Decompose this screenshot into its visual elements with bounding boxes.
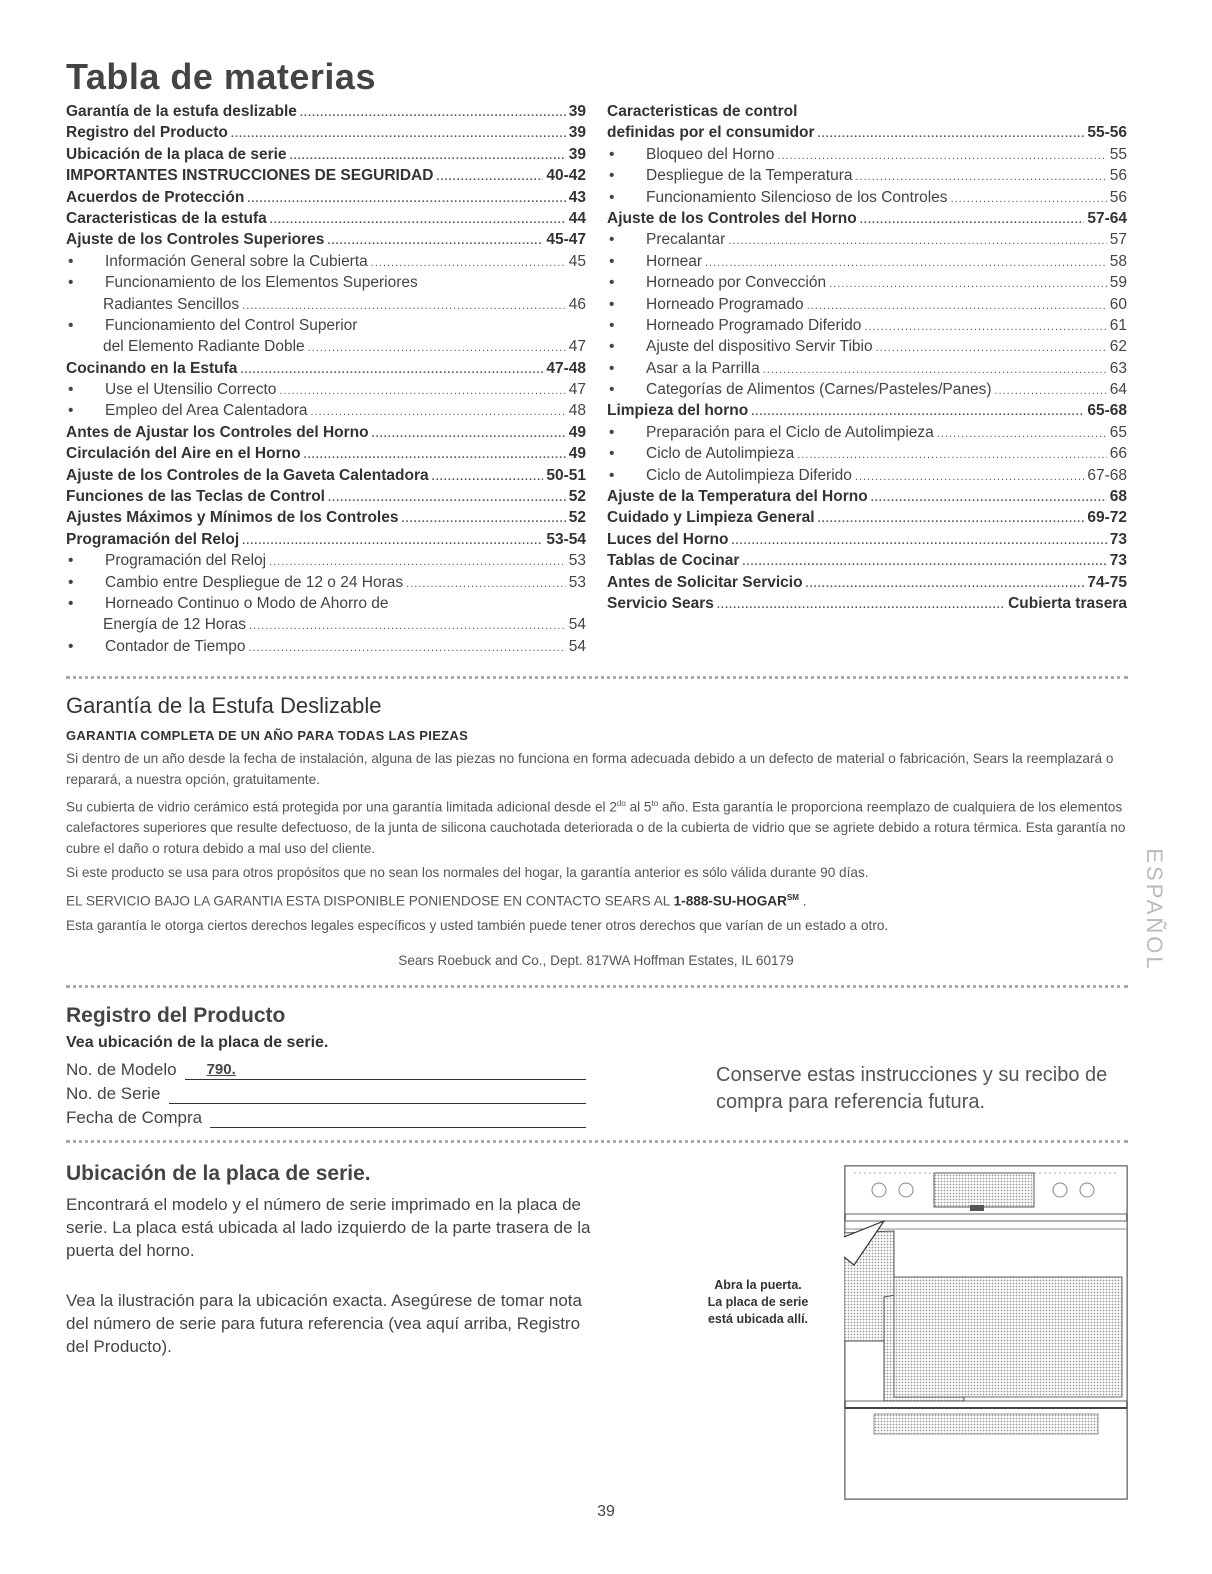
toc-entry	[607, 338, 1127, 359]
toc-entry	[66, 552, 586, 573]
dot-leader	[860, 214, 1085, 226]
dot-leader	[871, 492, 1107, 504]
toc-entry-page: 54	[568, 616, 586, 634]
toc-entry-label: Ajuste de la Temperatura del Horno	[607, 488, 868, 506]
bullet-icon: •	[68, 552, 74, 570]
toc-entry	[66, 189, 586, 210]
serial-label: No. de Serie	[66, 1084, 161, 1103]
toc-entry-page: 56	[1109, 167, 1127, 185]
dot-leader	[270, 214, 566, 226]
toc-entry-label: Horneado por Convección	[646, 274, 827, 292]
bullet-icon: •	[609, 445, 615, 463]
dot-leader	[406, 578, 566, 590]
toc-entry-label: Funcionamiento del Control Superior	[105, 316, 358, 334]
plate-callout: Abra la puerta. La placa de serie está ubicada allí.	[707, 1278, 809, 1326]
divider	[66, 1140, 1128, 1143]
toc-entry-page: 67-68	[1087, 466, 1127, 484]
toc-entry-label: Funcionamiento de los Elementos Superiores	[105, 274, 418, 292]
toc-entry	[66, 103, 586, 124]
purchase-date-field[interactable]	[210, 1109, 586, 1128]
toc-entry-page: 65	[1109, 423, 1127, 441]
dot-leader	[717, 599, 1005, 611]
toc-entry-page: 57-64	[1087, 209, 1127, 227]
model-row	[66, 1056, 586, 1080]
dot-leader	[855, 471, 1084, 483]
plate-location-paragraph: Encontrará el modelo y el número de serie imprimado en la placa de serie. La placa está ubicada al lado izquierdo de la parte trasera de la puerta del horno.	[66, 1195, 591, 1260]
bullet-icon: •	[609, 145, 615, 163]
toc-entry-page: 54	[568, 637, 586, 655]
toc-entry-label: Categorías de Alimentos (Carnes/Pasteles/Panes)	[646, 381, 992, 399]
warranty-address: Sears Roebuck and Co., Dept. 817WA Hoffman Estates, IL 60179	[398, 953, 794, 968]
toc-entry-page: 58	[1109, 252, 1127, 270]
toc-entry	[607, 317, 1127, 338]
serial-row	[66, 1080, 586, 1104]
toc-entry-page: 64	[1109, 381, 1127, 399]
toc-entry	[66, 531, 586, 552]
dot-leader	[247, 193, 565, 205]
toc-entry-label: Ajustes Máximos y Mínimos de los Controles	[66, 509, 399, 527]
toc-entry-label: Luces del Horno	[607, 530, 729, 548]
bullet-icon: •	[609, 167, 615, 185]
oven-illustration	[844, 1165, 1128, 1500]
page-title: Tabla de materias	[66, 56, 376, 97]
dot-leader	[401, 513, 565, 525]
bullet-icon: •	[68, 573, 74, 591]
bullet-icon: •	[609, 316, 615, 334]
toc-entry	[607, 124, 1127, 145]
toc-entry-page: 43	[568, 188, 586, 206]
dot-leader	[290, 150, 566, 162]
toc-entry	[607, 231, 1127, 252]
dot-leader	[951, 193, 1107, 205]
toc-entry	[607, 531, 1127, 552]
toc-entry-page: 52	[568, 488, 586, 506]
toc-entry-label: Antes de Solicitar Servicio	[607, 573, 803, 591]
dot-leader	[994, 385, 1106, 397]
bullet-icon: •	[609, 423, 615, 441]
warranty-paragraph: Esta garantía le otorga ciertos derechos legales específicos y usted también puede tener otros derechos que varían de un estado a otro.	[66, 917, 889, 933]
bullet-icon: •	[609, 252, 615, 270]
toc-entry-label: del Elemento Radiante Doble	[103, 338, 305, 356]
toc-entry-page: 50-51	[546, 466, 586, 484]
toc-entry	[66, 360, 586, 381]
dot-leader	[372, 428, 566, 440]
registration-title: Registro del Producto	[66, 1004, 286, 1027]
divider	[66, 985, 1128, 988]
toc-entry-page: 44	[568, 209, 586, 227]
warranty-subtitle: GARANTIA COMPLETA DE UN AÑO PARA TODAS LAS PIEZAS	[66, 728, 469, 743]
bullet-icon: •	[68, 381, 74, 399]
toc-entry-page: 45-47	[546, 231, 586, 249]
toc-entry-label: Hornear	[646, 252, 702, 270]
dot-leader	[876, 342, 1107, 354]
dot-leader	[436, 171, 543, 183]
toc-entry	[607, 146, 1127, 167]
toc-left-column	[66, 103, 586, 659]
toc-entry	[607, 445, 1127, 466]
dot-leader	[231, 128, 566, 140]
dot-leader	[249, 620, 566, 632]
toc-entry	[66, 317, 586, 338]
bullet-icon: •	[68, 252, 74, 270]
toc-entry-label: Antes de Ajustar los Controles del Horno	[66, 423, 369, 441]
dot-leader	[269, 556, 566, 568]
warranty-paragraph: Su cubierta de vidrio cerámico está protegida por una garantía limitada adicional desde el $2^{do}$ al $5^{to}$ año. Esta garantía le proporciona reemplazo de cualquiera de los elementos calefactores superiores que resulte defectuoso, de la junta de silicona cauchotada deteriorada o de la cubierta de vidrio que se agriete debido a rotura térmica. Esta garantía no cubre el daño o rotura debido a mal uso del cliente.	[66, 799, 1126, 856]
toc-entry-page: 63	[1109, 359, 1127, 377]
toc-entry-label: Ajuste de los Controles del Horno	[607, 209, 857, 227]
toc-entry-label: Cambio entre Despliegue de 12 o 24 Horas	[105, 573, 404, 591]
toc-entry-label: Cuidado y Limpieza General	[607, 509, 815, 527]
toc-entry-page: 56	[1109, 188, 1127, 206]
dot-leader	[818, 128, 1085, 140]
toc-entry-page: 45	[568, 252, 586, 270]
toc-entry-page: 65-68	[1087, 402, 1127, 420]
toc-entry-label: Empleo del Area Calentadora	[105, 402, 308, 420]
dot-leader	[279, 385, 565, 397]
dot-leader	[856, 171, 1107, 183]
toc-entry	[66, 488, 586, 509]
toc-entry	[66, 424, 586, 445]
toc-entry-page: 52	[568, 509, 586, 527]
toc-entry-page: 66	[1109, 445, 1127, 463]
toc-entry-page: Cubierta trasera	[1008, 594, 1127, 612]
toc-entry	[607, 296, 1127, 317]
toc-entry-page: 49	[568, 445, 586, 463]
toc-entry	[607, 274, 1127, 295]
bullet-icon: •	[68, 274, 74, 292]
bullet-icon: •	[609, 188, 615, 206]
toc-entry-page: 53	[568, 573, 586, 591]
toc-entry-label: Horneado Programado Diferido	[646, 316, 862, 334]
toc-entry-label: Ciclo de Autolimpieza Diferido	[646, 466, 852, 484]
toc-entry-label: Funciones de las Teclas de Control	[66, 488, 325, 506]
toc-entry	[66, 124, 586, 145]
toc-entry-label: Tablas de Cocinar	[607, 552, 740, 570]
toc-entry-label: Caracteristicas de la estufa	[66, 209, 267, 227]
toc-entry-page: 47	[568, 338, 586, 356]
dot-leader	[242, 300, 566, 312]
toc-entry	[66, 445, 586, 466]
plate-location-title: Ubicación de la placa de serie.	[66, 1162, 371, 1185]
phone-number: 1-888-SU-HOGAR	[673, 893, 787, 909]
toc-entry	[66, 467, 586, 488]
toc-entry	[66, 638, 586, 659]
toc-entry-page: 39	[568, 124, 586, 142]
toc-entry	[66, 338, 586, 359]
toc-entry-label: IMPORTANTES INSTRUCCIONES DE SEGURIDAD	[66, 167, 434, 185]
toc-entry	[607, 189, 1127, 210]
dot-leader	[705, 257, 1107, 269]
registration-fields	[66, 1056, 586, 1128]
dot-leader	[829, 278, 1107, 290]
purchase-date-row	[66, 1104, 586, 1128]
language-side-tab: ESPAÑOL	[1142, 848, 1167, 972]
toc-entry	[66, 509, 586, 530]
dot-leader	[751, 406, 1084, 418]
toc-entry-page: 49	[568, 423, 586, 441]
dot-leader	[807, 300, 1107, 312]
warranty-paragraph: Si este producto se usa para otros propósitos que no sean los normales del hogar, la garantía anterior es sólo válida durante 90 días.	[66, 865, 869, 881]
bullet-icon: •	[68, 402, 74, 420]
toc-entry-label: Preparación para el Ciclo de Autolimpieza	[646, 423, 934, 441]
toc-entry	[607, 381, 1127, 402]
serial-field[interactable]	[169, 1085, 587, 1104]
dot-leader	[742, 556, 1106, 568]
toc-entry	[66, 231, 586, 252]
toc-entry-page: 39	[568, 145, 586, 163]
toc-entry-label: Limpieza del horno	[607, 402, 749, 420]
toc-entry	[607, 467, 1127, 488]
toc-entry-page: 73	[1109, 552, 1127, 570]
dot-leader	[937, 428, 1107, 440]
toc-entry-page: 74-75	[1087, 573, 1127, 591]
toc-entry-label: Acuerdos de Protección	[66, 188, 245, 206]
toc-entry-label: definidas por el consumidor	[607, 124, 815, 142]
bullet-icon: •	[609, 231, 615, 249]
toc-entry	[66, 381, 586, 402]
dot-leader	[242, 535, 543, 547]
warranty-paragraph: EL SERVICIO BAJO LA GARANTIA ESTA DISPONIBLE PONIENDOSE EN CONTACTO SEARS AL 1-888-SU-HOGAR℠ .	[66, 892, 807, 909]
toc-entry-label: Información General sobre la Cubierta	[105, 252, 368, 270]
toc-entry-page: 62	[1109, 338, 1127, 356]
toc-entry-label: Precalantar	[646, 231, 726, 249]
toc-entry-page: 46	[568, 295, 586, 313]
dot-leader	[728, 235, 1106, 247]
toc-entry-label: Asar a la Parrilla	[646, 359, 760, 377]
dot-leader	[777, 150, 1106, 162]
dot-leader	[864, 321, 1106, 333]
toc-entry-label: Servicio Sears	[607, 594, 714, 612]
dot-leader	[806, 578, 1085, 590]
toc-entry	[607, 103, 1127, 124]
toc-entry-label: Caracteristicas de control	[607, 103, 798, 120]
toc-entry-label: Ciclo de Autolimpieza	[646, 445, 795, 463]
toc-entry-label: Ajuste de los Controles Superiores	[66, 231, 325, 249]
bullet-icon: •	[68, 594, 74, 612]
toc-entry-label: Funcionamiento Silencioso de los Controles	[646, 188, 948, 206]
toc-entry-label: Radiantes Sencillos	[103, 295, 240, 313]
dot-leader	[818, 513, 1085, 525]
bullet-icon: •	[68, 637, 74, 655]
toc-entry	[66, 274, 586, 295]
dot-leader	[797, 449, 1107, 461]
toc-entry	[607, 210, 1127, 231]
toc-entry-page: 61	[1109, 316, 1127, 334]
dot-leader	[328, 492, 566, 504]
toc-entry-label: Garantía de la estufa deslizable	[66, 103, 297, 120]
toc-entry-page: 69-72	[1087, 509, 1127, 527]
toc-entry	[66, 402, 586, 423]
toc-entry	[607, 574, 1127, 595]
toc-entry-label: Cocinando en la Estufa	[66, 359, 238, 377]
toc-entry	[66, 210, 586, 231]
toc-entry	[66, 146, 586, 167]
toc-entry-label: Horneado Continuo o Modo de Ahorro de	[105, 594, 389, 612]
plate-location-paragraph: Vea la ilustración para la ubicación exacta. Asegúrese de tomar nota del número de serie para futura referencia (vea aquí arriba, Registro del Producto).	[66, 1291, 582, 1356]
toc-entry-label: Contador de Tiempo	[105, 637, 246, 655]
toc-entry-page: 55-56	[1087, 124, 1127, 142]
toc-entry-page: 40-42	[546, 167, 586, 185]
toc-entry-label: Programación del Reloj	[105, 552, 267, 570]
purchase-date-label: Fecha de Compra	[66, 1108, 203, 1127]
dot-leader	[304, 449, 566, 461]
toc-entry-page: 48	[568, 402, 586, 420]
toc-entry-label: Ajuste de los Controles de la Gaveta Calentadora	[66, 466, 429, 484]
toc-entry-label: Despliegue de la Temperatura	[646, 167, 853, 185]
toc-entry	[607, 552, 1127, 573]
toc-entry-page: 68	[1109, 488, 1127, 506]
toc-right-column	[607, 103, 1127, 616]
registration-subtitle: Vea ubicación de la placa de serie.	[66, 1034, 329, 1051]
toc-entry	[66, 296, 586, 317]
toc-entry-label: Ajuste del dispositivo Servir Tibio	[646, 338, 873, 356]
toc-entry	[607, 424, 1127, 445]
bullet-icon: •	[609, 295, 615, 313]
toc-entry	[607, 253, 1127, 274]
toc-entry-page: 73	[1109, 530, 1127, 548]
toc-entry-page: 60	[1109, 295, 1127, 313]
warranty-body	[66, 749, 1126, 940]
dot-leader	[371, 257, 566, 269]
warranty-title: Garantía de la Estufa Deslizable	[66, 693, 382, 718]
toc-entry-label: Use el Utensilio Correcto	[105, 381, 277, 399]
toc-entry-label: Energía de 12 Horas	[103, 616, 247, 634]
bullet-icon: •	[609, 338, 615, 356]
toc-entry-page: 53	[568, 552, 586, 570]
dot-leader	[731, 535, 1106, 547]
toc-entry-page: 55	[1109, 145, 1127, 163]
page-number: 39	[597, 1503, 615, 1520]
toc-entry	[66, 616, 586, 637]
toc-entry-page: 57	[1109, 231, 1127, 249]
bullet-icon: •	[609, 274, 615, 292]
toc-entry	[607, 509, 1127, 530]
model-label: No. de Modelo	[66, 1060, 177, 1079]
dot-leader	[248, 642, 565, 654]
toc-entry-label: Bloqueo del Horno	[646, 145, 775, 163]
toc-entry-page: 47-48	[546, 359, 586, 377]
toc-entry-label: Horneado Programado	[646, 295, 804, 313]
dot-leader	[763, 364, 1107, 376]
toc-entry-label: Programación del Reloj	[66, 530, 240, 548]
keep-instructions-note: Conserve estas instrucciones y su recibo de compra para referencia futura.	[716, 1064, 1108, 1113]
dot-leader	[300, 107, 566, 119]
toc-entry	[607, 488, 1127, 509]
toc-entry-page: 47	[568, 381, 586, 399]
dot-leader	[432, 471, 544, 483]
toc-entry	[607, 595, 1127, 616]
toc-entry-label: Registro del Producto	[66, 124, 228, 142]
dot-leader	[240, 364, 543, 376]
toc-entry	[66, 595, 586, 616]
dot-leader	[327, 235, 543, 247]
dot-leader	[311, 406, 566, 418]
toc-entry-page: 53-54	[546, 530, 586, 548]
bullet-icon: •	[609, 381, 615, 399]
warranty-paragraph: Si dentro de un año desde la fecha de instalación, alguna de las piezas no funciona en forma adecuada debido a un defecto de material o fabricación, Sears la reemplazará o reparará, a nuestra opción, gratuitamente.	[66, 751, 1114, 787]
bullet-icon: •	[609, 359, 615, 377]
toc-entry	[66, 253, 586, 274]
toc-entry-page: 39	[568, 103, 586, 120]
dot-leader	[308, 342, 566, 354]
toc-entry	[66, 167, 586, 188]
model-field[interactable]: 790.	[185, 1061, 586, 1080]
divider	[66, 676, 1128, 679]
toc-entry-label: Circulación del Aire en el Horno	[66, 445, 301, 463]
toc-entry	[607, 360, 1127, 381]
toc-entry-page: 59	[1109, 274, 1127, 292]
toc-entry-label: Ubicación de la placa de serie	[66, 145, 287, 163]
toc-entry	[66, 574, 586, 595]
bullet-icon: •	[609, 466, 615, 484]
toc-entry	[607, 167, 1127, 188]
bullet-icon: •	[68, 316, 74, 334]
toc-entry	[607, 402, 1127, 423]
